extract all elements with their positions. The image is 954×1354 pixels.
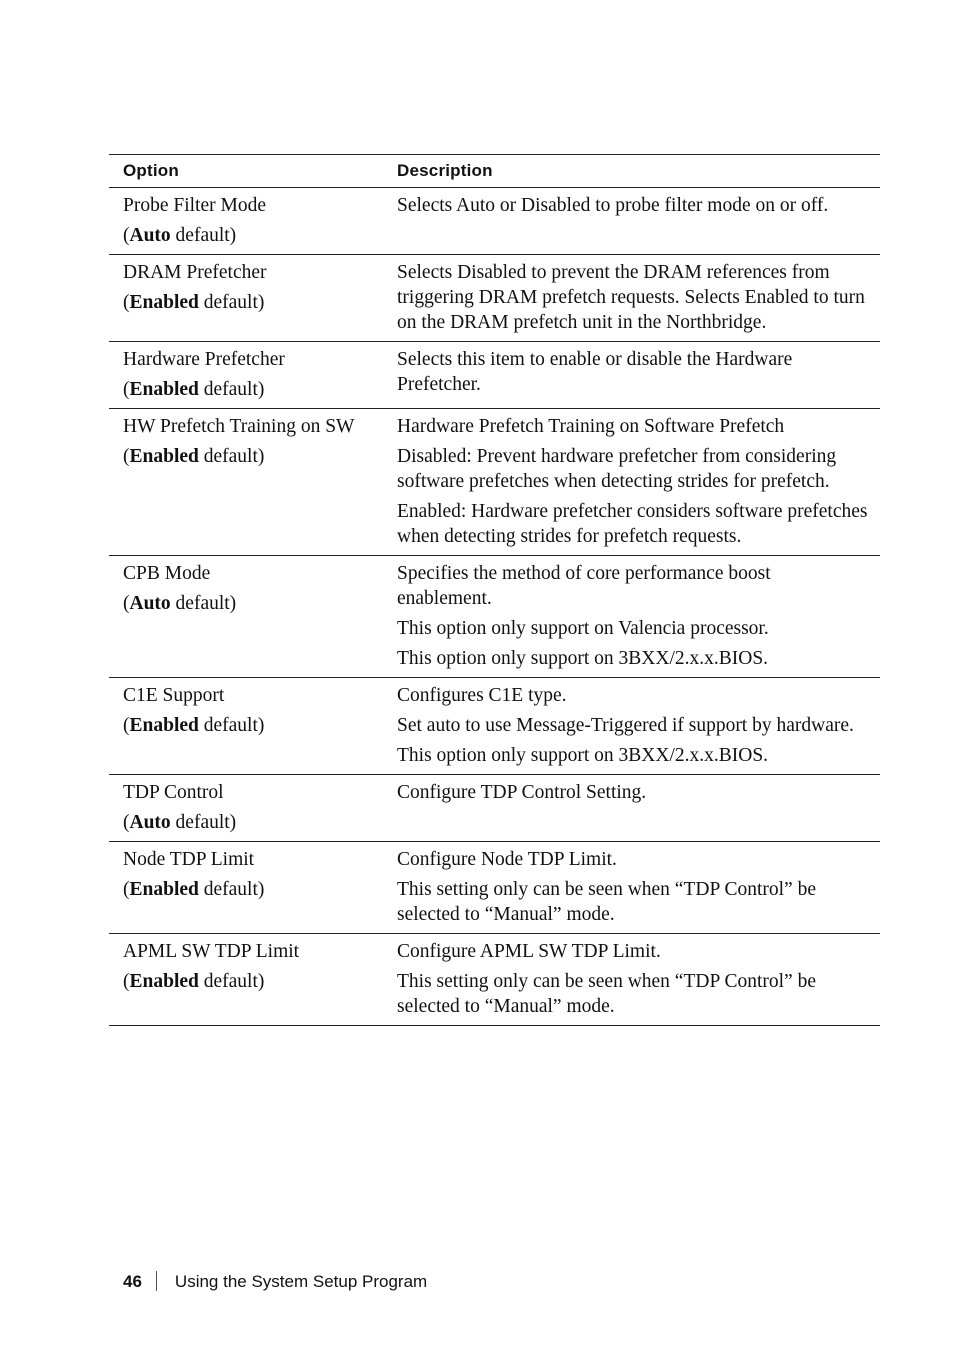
option-cell (109, 556, 384, 678)
default-value: Auto (129, 225, 171, 246)
description-cell (384, 255, 880, 342)
description-paragraph: Enabled: Hardware prefetcher considers software prefetches when detecting strides for prefetch requests. (397, 501, 868, 547)
description-column-header: Description (384, 155, 880, 188)
description-cell (384, 342, 880, 409)
description-paragraph: Selects Disabled to prevent the DRAM references from triggering DRAM prefetch requests. Selects Enabled to turn on the DRAM prefetch unit in the Northbridge. (397, 262, 865, 333)
description-paragraph: Configure TDP Control Setting. (397, 782, 647, 803)
option-column-header: Option (109, 155, 384, 188)
option-default (123, 713, 370, 738)
option-default (123, 810, 370, 835)
table-row (109, 409, 880, 556)
description-cell (384, 188, 880, 255)
description-paragraph: Disabled: Prevent hardware prefetcher from considering software prefetches when detecting strides for prefetch. (397, 446, 837, 492)
default-suffix: default) (198, 292, 265, 313)
default-suffix: default) (170, 225, 237, 246)
default-open-paren: ( (123, 593, 130, 614)
table-row (109, 842, 880, 934)
option-default (123, 444, 370, 469)
option-name: Node TDP Limit (123, 849, 255, 870)
default-open-paren: ( (123, 879, 130, 900)
default-value: Enabled (129, 971, 199, 992)
description-paragraph: Set auto to use Message-Triggered if support by hardware. (397, 715, 854, 736)
bios-options-table (109, 154, 880, 1026)
description-paragraph: This option only support on Valencia processor. (397, 618, 769, 639)
option-name: Probe Filter Mode (123, 195, 266, 216)
option-default (123, 290, 370, 315)
description-cell (384, 934, 880, 1026)
default-value: Auto (129, 812, 171, 833)
description-cell (384, 556, 880, 678)
page-footer (123, 1271, 427, 1292)
option-name: APML SW TDP Limit (123, 941, 300, 962)
default-open-paren: ( (123, 292, 130, 313)
option-cell (109, 409, 384, 556)
default-open-paren: ( (123, 971, 130, 992)
option-default (123, 223, 370, 248)
option-cell (109, 775, 384, 842)
table-row (109, 775, 880, 842)
option-name: CPB Mode (123, 563, 211, 584)
option-cell (109, 934, 384, 1026)
table-row (109, 255, 880, 342)
description-cell (384, 678, 880, 775)
default-value: Enabled (129, 379, 199, 400)
description-paragraph: This option only support on 3BXX/2.x.x.BIOS. (397, 648, 769, 669)
default-open-paren: ( (123, 812, 130, 833)
default-value: Enabled (129, 879, 199, 900)
default-open-paren: ( (123, 715, 130, 736)
option-cell (109, 342, 384, 409)
default-suffix: default) (198, 379, 265, 400)
description-paragraph: This setting only can be seen when “TDP Control” be selected to “Manual” mode. (397, 879, 816, 925)
option-cell (109, 678, 384, 775)
description-paragraph: Configure Node TDP Limit. (397, 849, 617, 870)
default-value: Enabled (129, 292, 199, 313)
default-value: Enabled (129, 715, 199, 736)
default-open-paren: ( (123, 446, 130, 467)
option-name: TDP Control (123, 782, 224, 803)
table-row (109, 342, 880, 409)
default-suffix: default) (198, 879, 265, 900)
footer-section-title: Using the System Setup Program (174, 1272, 428, 1291)
description-cell (384, 775, 880, 842)
table-body (109, 188, 880, 1026)
default-open-paren: ( (123, 379, 130, 400)
option-default (123, 377, 370, 402)
default-suffix: default) (198, 971, 265, 992)
footer-divider (156, 1271, 157, 1291)
default-open-paren: ( (123, 225, 130, 246)
option-cell (109, 188, 384, 255)
description-paragraph: Hardware Prefetch Training on Software Prefetch (397, 416, 785, 437)
option-default (123, 591, 370, 616)
table-row (109, 188, 880, 255)
description-cell (384, 842, 880, 934)
description-paragraph: This setting only can be seen when “TDP Control” be selected to “Manual” mode. (397, 971, 816, 1017)
description-paragraph: Configure APML SW TDP Limit. (397, 941, 661, 962)
option-name: HW Prefetch Training on SW (123, 416, 355, 437)
option-default (123, 877, 370, 902)
default-value: Enabled (129, 446, 199, 467)
default-value: Auto (129, 593, 171, 614)
page-number: 46 (123, 1272, 142, 1291)
description-paragraph: Selects Auto or Disabled to probe filter mode on or off. (397, 195, 829, 216)
default-suffix: default) (170, 593, 237, 614)
description-paragraph: This option only support on 3BXX/2.x.x.BIOS. (397, 745, 769, 766)
option-cell (109, 842, 384, 934)
option-name: C1E Support (123, 685, 225, 706)
table-row (109, 934, 880, 1026)
default-suffix: default) (198, 446, 265, 467)
option-name: Hardware Prefetcher (123, 349, 285, 370)
default-suffix: default) (198, 715, 265, 736)
option-default (123, 969, 370, 994)
table-header-row (109, 155, 880, 188)
option-name: DRAM Prefetcher (123, 262, 267, 283)
option-cell (109, 255, 384, 342)
default-suffix: default) (170, 812, 237, 833)
table-row (109, 556, 880, 678)
description-paragraph: Selects this item to enable or disable the Hardware Prefetcher. (397, 349, 793, 395)
table-row (109, 678, 880, 775)
description-cell (384, 409, 880, 556)
description-paragraph: Configures C1E type. (397, 685, 567, 706)
description-paragraph: Specifies the method of core performance boost enablement. (397, 563, 771, 609)
